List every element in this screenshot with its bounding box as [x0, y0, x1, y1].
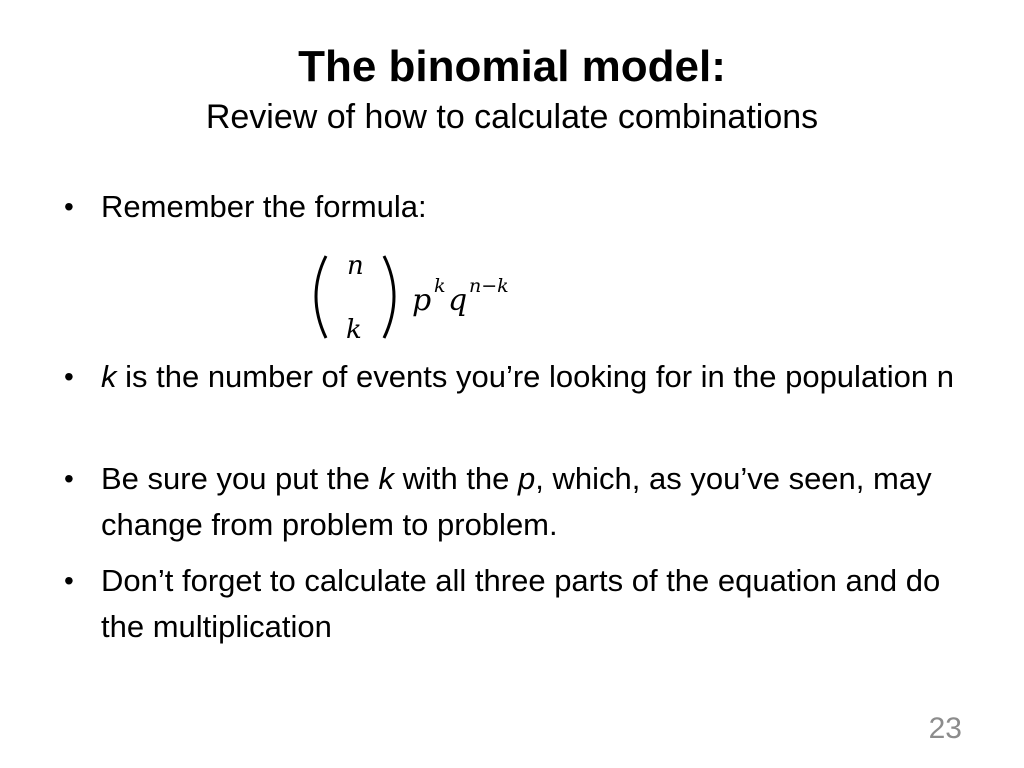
italic-k: k — [101, 359, 117, 394]
slide-subtitle: Review of how to calculate combinations — [205, 98, 819, 136]
formula-n: n — [347, 251, 364, 281]
right-paren — [384, 256, 394, 338]
bullet-icon: • — [64, 361, 74, 392]
formula-k: k — [346, 315, 362, 345]
bullet-text-part3: , which, as you’ve seen, may change from problem to problem. — [101, 461, 932, 542]
bullet-item-k-definition — [64, 354, 974, 400]
bullet-icon: • — [64, 463, 74, 494]
bullet-item-calculate — [64, 558, 974, 650]
bullet-item-formula — [64, 184, 974, 230]
italic-p: p — [518, 461, 536, 496]
bullet-text: is the number of events you’re looking for in the population n — [116, 359, 955, 394]
page-number: 23 — [928, 712, 962, 745]
binomial-formula — [304, 244, 574, 348]
italic-k: k — [378, 461, 394, 496]
formula-q-exponent: n−k — [469, 275, 509, 297]
bullet-icon: • — [64, 565, 74, 596]
bullet-text-part1: Be sure you put the — [101, 461, 379, 496]
slide-title: The binomial model: — [298, 42, 726, 91]
formula-p-exponent: k — [434, 275, 446, 297]
bullet-text-part2: with the — [393, 461, 519, 496]
title-block — [0, 40, 1024, 138]
left-paren — [316, 256, 326, 338]
bullet-text: Remember the formula: — [101, 189, 427, 224]
binomial-formula-graphic — [304, 244, 574, 348]
bullet-text: Don’t forget to calculate all three parts of the equation and do the multiplication — [101, 563, 941, 644]
formula-q: q — [448, 283, 468, 318]
formula-p: p — [412, 283, 432, 318]
bullet-icon: • — [64, 191, 74, 222]
bullet-item-k-with-p — [64, 456, 974, 548]
